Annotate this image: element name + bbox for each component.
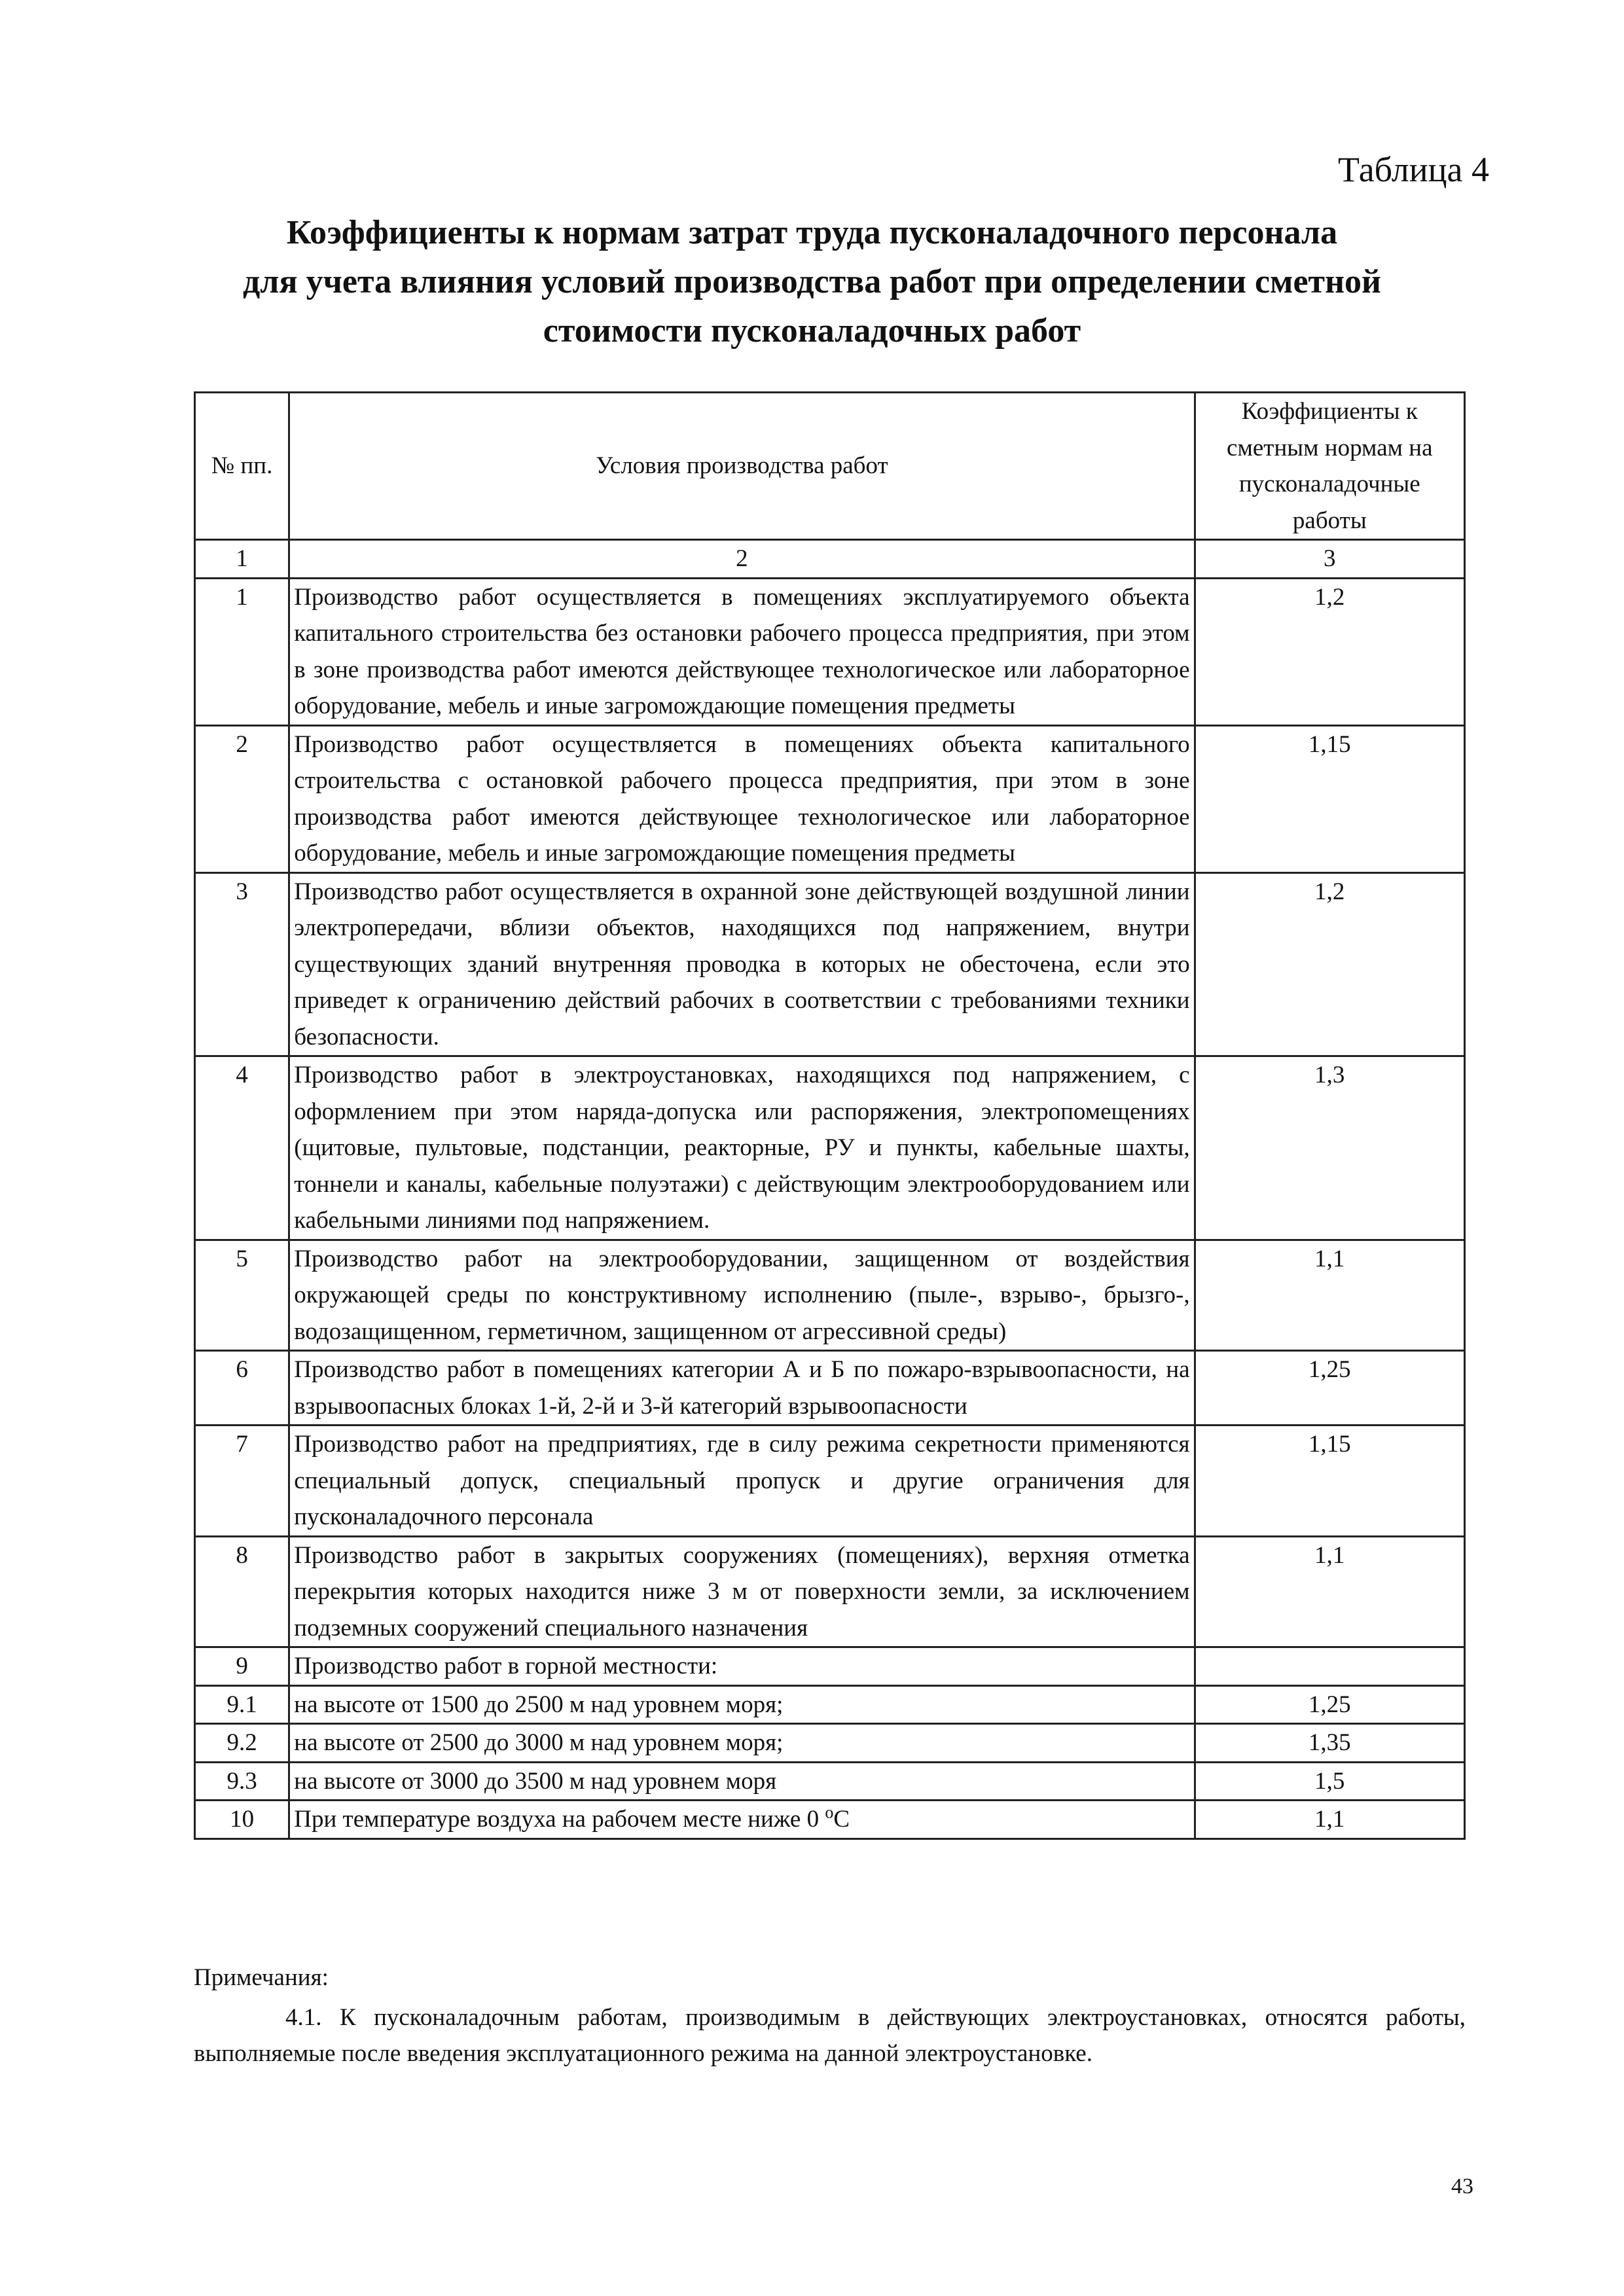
- row-condition: Производство работ в закрытых сооружениях (помещениях), верхняя отметка перекрытия которых находится ниже 3 м от поверхности земли, за исключением подземных сооружений специального назначения: [289, 1536, 1195, 1647]
- row-number: 9.1: [195, 1685, 289, 1724]
- table-row: [195, 578, 1465, 725]
- table-row: [195, 1056, 1465, 1240]
- row-condition: Производство работ осуществляется в охранной зоне действующей воздушной линии электропередачи, вблизи объектов, находящихся под напряжением, внутри существующих зданий внутренняя проводка в которых не обесточена, если это приведет к ограничению действий рабочих в соответствии с требованиями техники безопасности.: [289, 872, 1195, 1056]
- row-condition: на высоте от 2500 до 3000 м над уровнем моря;: [289, 1724, 1195, 1763]
- row-condition: Производство работ осуществляется в помещениях эксплуатируемого объекта капитального строительства без остановки рабочего процесса предприятия, при этом в зоне производства работ имеются действующее технологическое или лабораторное оборудование, мебель и иные загромождающие помещения предметы: [289, 578, 1195, 725]
- row-coefficient: 1,1: [1195, 1536, 1464, 1647]
- row-condition: Производство работ в помещениях категории А и Б по пожаро-взрывоопасности, на взрывоопасных блоках 1-й, 2-й и 3-й категорий взрывоопасности: [289, 1351, 1195, 1426]
- column-number: 1: [195, 540, 289, 579]
- table-row: [195, 1685, 1465, 1724]
- row-condition: Производство работ в горной местности:: [289, 1647, 1195, 1686]
- row-coefficient: 1,1: [1195, 1240, 1464, 1351]
- row-coefficient: [1195, 1647, 1464, 1686]
- table-title: [164, 208, 1460, 355]
- table-row: [195, 725, 1465, 872]
- row-condition: на высоте от 3000 до 3500 м над уровнем моря: [289, 1762, 1195, 1801]
- table-row: [195, 1724, 1465, 1763]
- row-condition: Производство работ на электрооборудовании, защищенном от воздействия окружающей среды по конструктивному исполнению (пыле-, взрыво-, брызго-, водозащищенном, герметичном, защищенном от агрессивной среды): [289, 1240, 1195, 1351]
- column-number: 2: [289, 540, 1195, 579]
- row-condition: Производство работ на предприятиях, где в силу режима секретности применяются специальный допуск, специальный пропуск и другие ограничения для пусконаладочного персонала: [289, 1426, 1195, 1537]
- row-number: 2: [195, 725, 289, 872]
- row-condition: Производство работ осуществляется в помещениях объекта капитального строительства с остановкой рабочего процесса предприятия, при этом в зоне производства работ имеются действующее технологическое или лабораторное оборудование, мебель и иные загромождающие помещения предметы: [289, 725, 1195, 872]
- table-row: [195, 1536, 1465, 1647]
- column-number-row: [195, 540, 1465, 579]
- row-coefficient: 1,2: [1195, 872, 1464, 1056]
- table-row: [195, 872, 1465, 1056]
- table-row: [195, 1762, 1465, 1801]
- table-row: [195, 1647, 1465, 1686]
- table-header-row: [195, 393, 1465, 540]
- header-coef: Коэффициенты к сметным нормам на пусконаладочные работы: [1195, 393, 1464, 540]
- table-row: [195, 1351, 1465, 1426]
- row-condition: Производство работ в электроустановках, находящихся под напряжением, с оформлением при этом наряда-допуска или распоряжения, электропомещениях (щитовые, пультовые, подстанции, реакторные, РУ и пункты, кабельные шахты, тоннели и каналы, кабельные полуэтажи) с действующим электрооборудованием или кабельными линиями под напряжением.: [289, 1056, 1195, 1240]
- row-coefficient: 1,15: [1195, 1426, 1464, 1537]
- row-number: 9: [195, 1647, 289, 1686]
- header-conditions: Условия производства работ: [289, 393, 1195, 540]
- row-number: 8: [195, 1536, 289, 1647]
- row-number: 10: [195, 1801, 289, 1839]
- row-coefficient: 1,5: [1195, 1762, 1464, 1801]
- table-row: [195, 1426, 1465, 1537]
- row-coefficient: 1,3: [1195, 1056, 1464, 1240]
- row-coefficient: 1,25: [1195, 1685, 1464, 1724]
- row-coefficient: 1,1: [1195, 1801, 1464, 1839]
- page-number: 43: [1451, 2174, 1473, 2198]
- notes-label: Примечания:: [194, 1964, 329, 1991]
- row-condition: [289, 1801, 1195, 1839]
- row-number: 9.2: [195, 1724, 289, 1763]
- row-coefficient: 1,2: [1195, 578, 1464, 725]
- title-line: Коэффициенты к нормам затрат труда пусконаладочного персонала: [286, 214, 1338, 251]
- column-number: 3: [1195, 540, 1464, 579]
- table-row: [195, 1801, 1465, 1839]
- temperature-unit: С: [833, 1806, 850, 1833]
- title-line: стоимости пусконаладочных работ: [543, 312, 1081, 350]
- title-line: для учета влияния условий производства работ при определении сметной: [242, 263, 1382, 300]
- row-coefficient: 1,25: [1195, 1351, 1464, 1426]
- row-number: 3: [195, 872, 289, 1056]
- row-condition: на высоте от 1500 до 2500 м над уровнем моря;: [289, 1685, 1195, 1724]
- header-num: № пп.: [195, 393, 289, 540]
- coefficients-table: [194, 391, 1466, 1840]
- row-coefficient: 1,15: [1195, 725, 1464, 872]
- row-number: 1: [195, 578, 289, 725]
- row-number: 6: [195, 1351, 289, 1426]
- row-number: 5: [195, 1240, 289, 1351]
- table-row: [195, 1240, 1465, 1351]
- row-condition-text: При температуре воздуха на рабочем месте ниже 0: [294, 1806, 825, 1833]
- note-item: 4.1. К пусконаладочным работам, производимым в действующих электроустановках, относятся работы, выполняемые после введения эксплуатационного режима на данной электроустановке.: [194, 2004, 1466, 2067]
- table-label: Таблица 4: [1338, 150, 1489, 189]
- row-number: 7: [195, 1426, 289, 1537]
- degree-mark: о: [825, 1803, 834, 1822]
- row-number: 4: [195, 1056, 289, 1240]
- row-coefficient: 1,35: [1195, 1724, 1464, 1763]
- row-number: 9.3: [195, 1762, 289, 1801]
